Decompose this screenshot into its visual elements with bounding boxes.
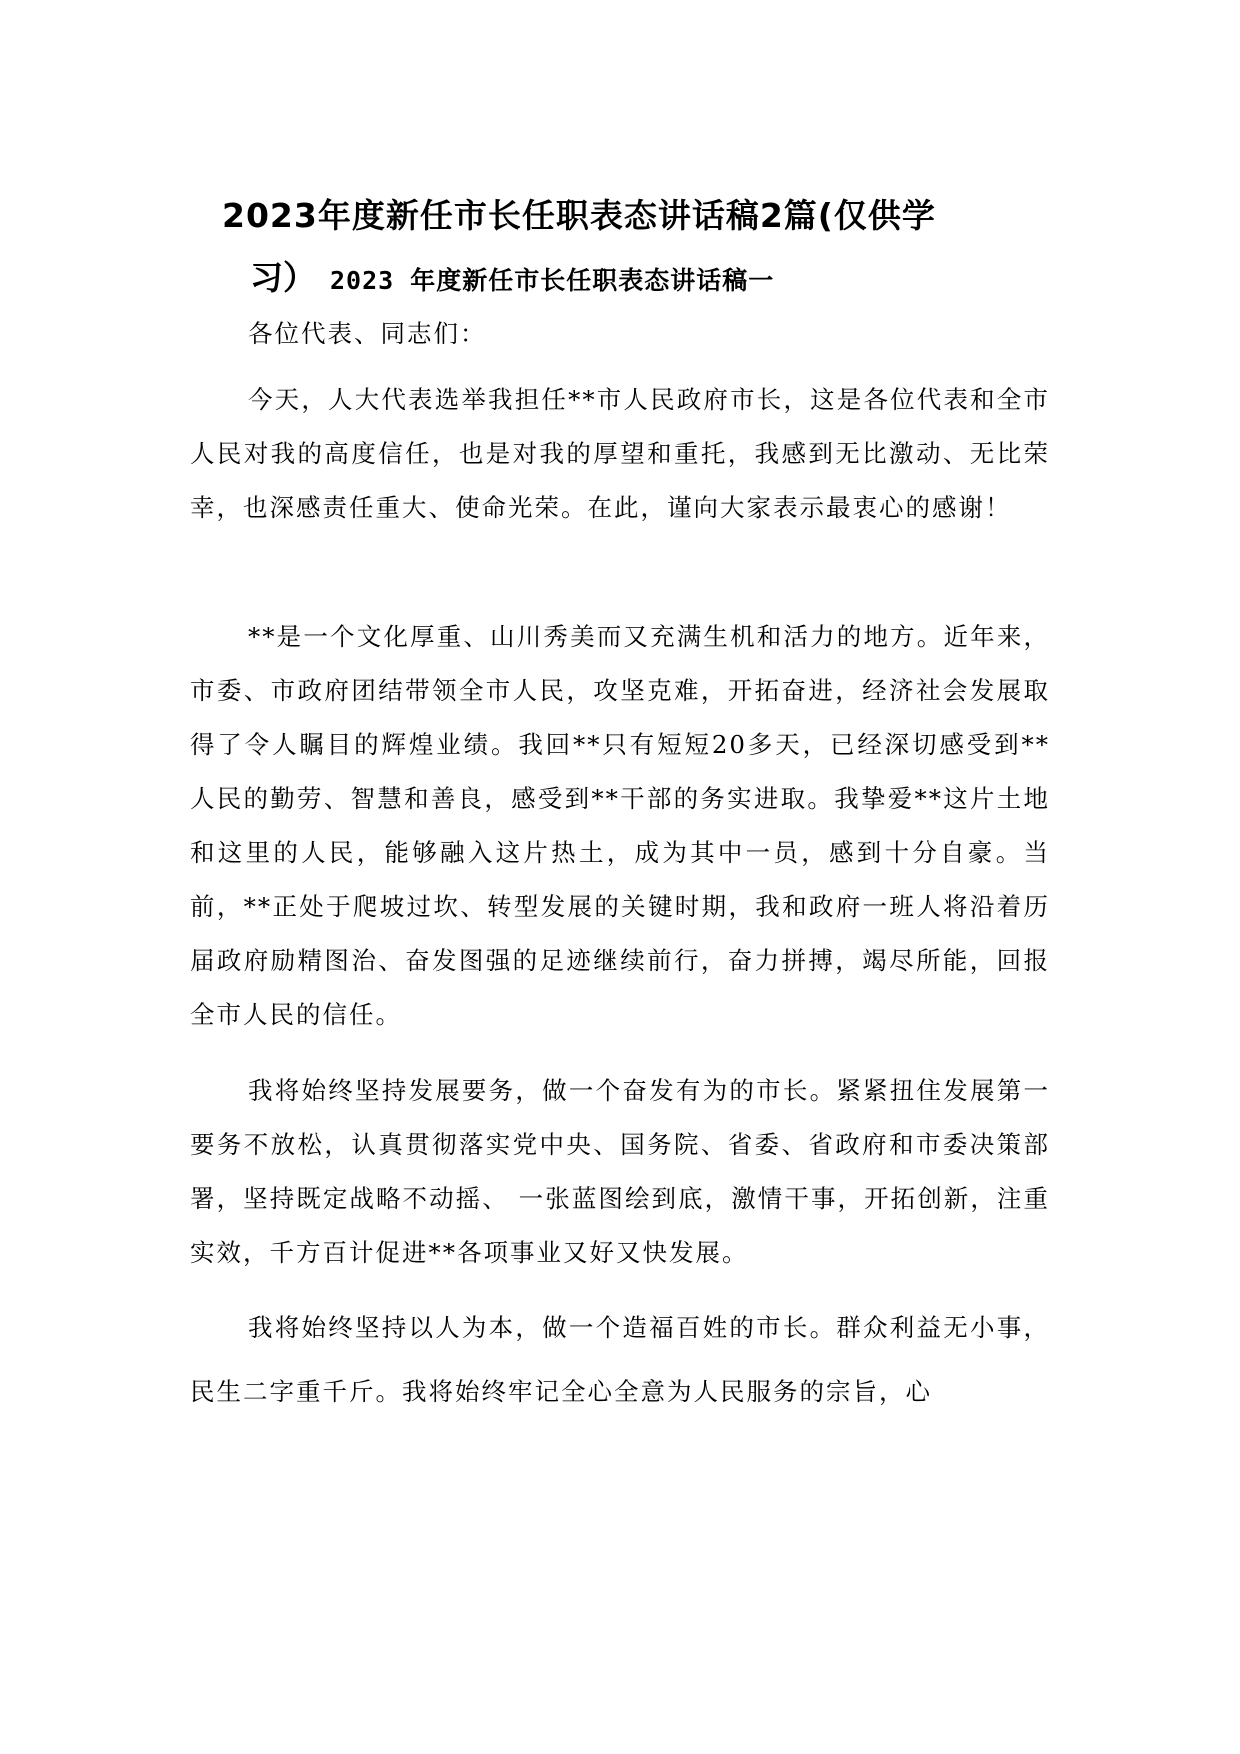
paragraph: 我将始终坚持发展要务，做一个奋发有为的市长。紧紧扭住发展第一要务不放松，认真贯彻落实党中央、国务院、省委、省政府和市委决策部署，坚持既定战略不动摇、 一张蓝图绘到底，激情干事，开拓创新，注重实效，千方百计促进**各项事业又好又快发展。 bbox=[190, 1076, 1050, 1267]
title-continuation-line bbox=[250, 252, 774, 299]
document-title: 2023年度新任市长任职表态讲话稿2篇(仅供学 bbox=[222, 196, 936, 235]
document-title-end: 习） bbox=[250, 258, 316, 297]
salutation: 各位代表、同志们： bbox=[248, 319, 487, 348]
document-subtitle: 2023 年度新任市长任职表态讲话稿一 bbox=[330, 266, 775, 295]
paragraph: 今天，人大代表选举我担任**市人民政府市长，这是各位代表和全市人民对我的高度信任，也是对我的厚望和重托，我感到无比激动、无比荣幸，也深感责任重大、使命光荣。在此，谨向大家表示最衷心的感谢！ bbox=[190, 385, 1050, 522]
paragraph: 我将始终坚持以人为本，做一个造福百姓的市长。群众利益无小事，民生二字重千斤。我将始终牢记全心全意为人民服务的宗旨，心 bbox=[190, 1313, 1050, 1406]
paragraph: **是一个文化厚重、山川秀美而又充满生机和活力的地方。近年来，市委、市政府团结带领全市人民，攻坚克难，开拓奋进，经济社会发展取得了令人瞩目的辉煌业绩。我回**只有短短20多天，已经深切感受到**人民的勤劳、智慧和善良，感受到**干部的务实进取。我挚爱**这片土地和这里的人民，能够融入这片热土，成为其中一员，感到十分自豪。当前，**正处于爬坡过坎、转型发展的关键时期，我和政府一班人将沿着历届政府励精图治、奋发图强的足迹继续前行，奋力拼搏，竭尽所能，回报全市人民的信任。 bbox=[190, 622, 1050, 1029]
